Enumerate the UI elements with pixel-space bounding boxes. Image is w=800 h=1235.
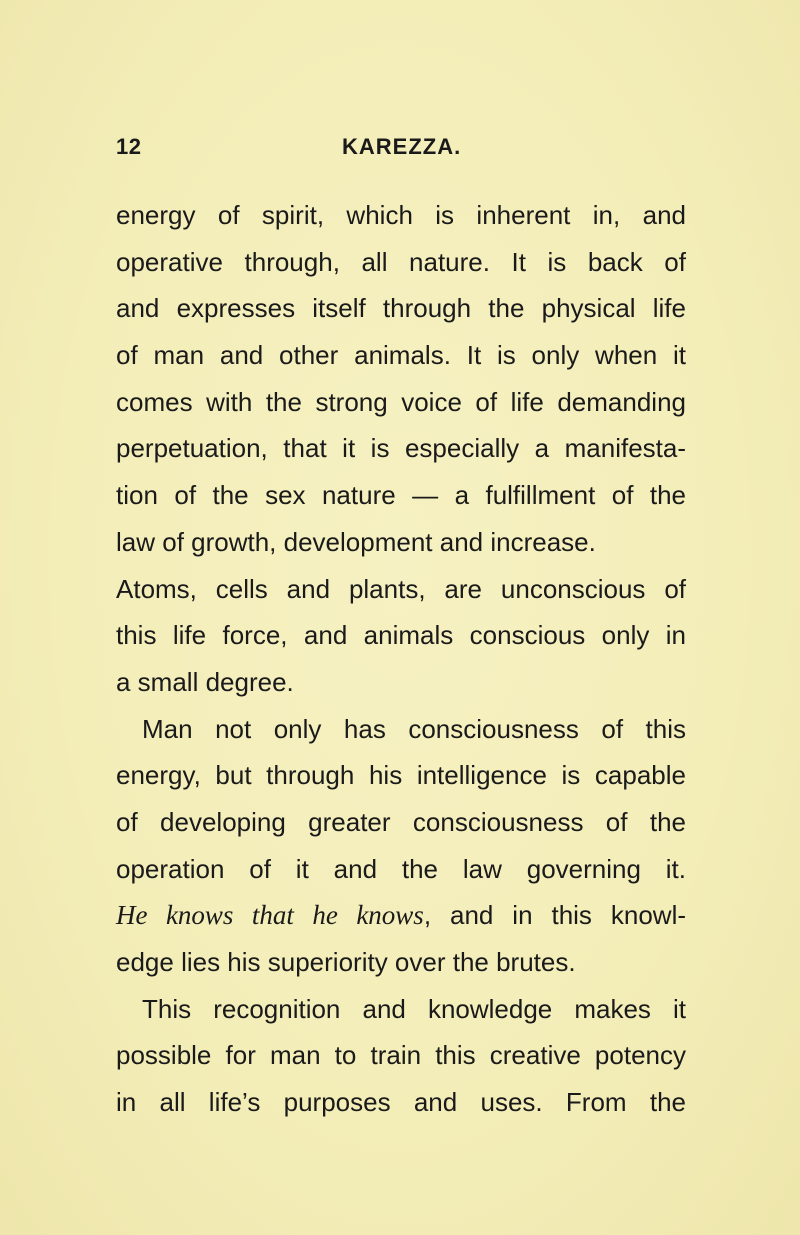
text-line: This recognition and knowledge makes it: [142, 993, 686, 1024]
text-line: of man and other animals. It is only when it: [116, 340, 686, 371]
text-line: and expresses itself through the physical life: [116, 293, 686, 324]
text-line: tion of the sex nature — a fulfillment of the: [116, 480, 686, 511]
italic-phrase: He knows that he knows: [116, 900, 424, 931]
text-line: energy of spirit, which is inherent in, and: [116, 200, 686, 230]
text-line: a small degree.: [116, 666, 294, 697]
text-line: in all life’s purposes and uses. From the: [116, 1087, 686, 1118]
text-line: edge lies his superiority over the brutes.: [116, 947, 576, 977]
text-line: energy, but through his intelligence is capable: [116, 760, 686, 791]
text-line: operative through, all nature. It is back of: [116, 246, 686, 277]
text-line: Atoms, cells and plants, are unconscious of: [116, 573, 686, 604]
text-line: of developing greater consciousness of the: [116, 806, 686, 837]
text-line: perpetuation, that it is especially a manifesta-: [116, 433, 686, 464]
running-head: KAREZZA.: [342, 134, 462, 159]
line-remainder: , and in this knowl-: [423, 900, 686, 931]
text-line: possible for man to train this creative potency: [116, 1040, 686, 1071]
page-header: [116, 134, 686, 170]
text-line: comes with the strong voice of life demanding: [116, 386, 686, 417]
text-line: Man not only has consciousness of this: [142, 713, 686, 744]
text-line-italic: [116, 892, 686, 939]
body-text: [116, 192, 686, 1126]
text-line: operation of it and the law governing it.: [116, 853, 686, 884]
text-line: law of growth, development and increase.: [116, 526, 596, 557]
page-number: 12: [116, 134, 142, 159]
text-line: this life force, and animals conscious only in: [116, 620, 686, 651]
